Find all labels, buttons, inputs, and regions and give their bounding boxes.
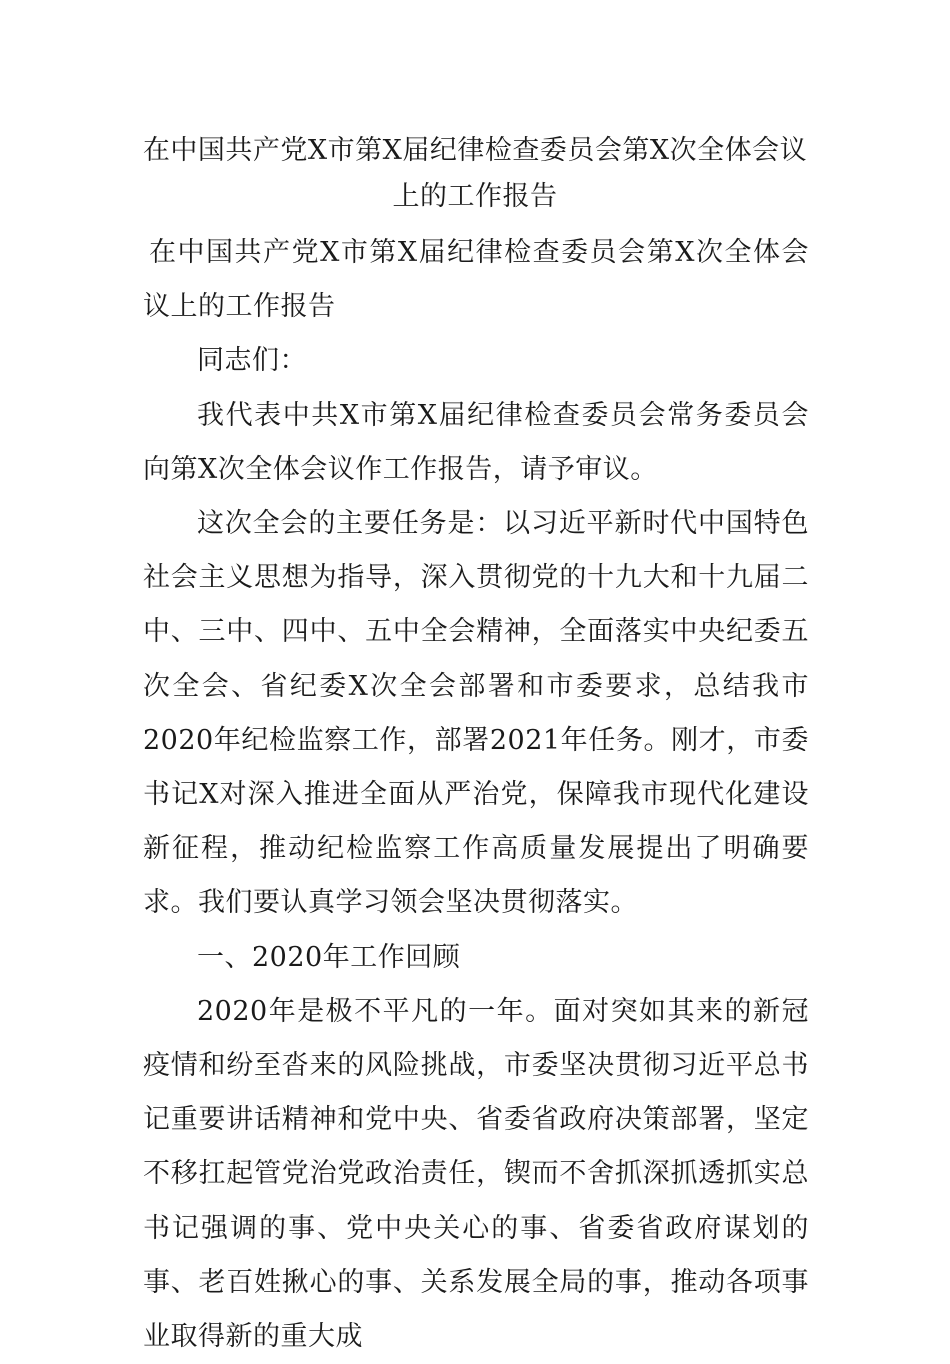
salutation: 同志们： <box>197 345 307 377</box>
document-title: 在中国共产党X市第X届纪律检查委员会第X次全体会议上的工作报告 <box>142 135 808 212</box>
repeated-title: 在中国共产党X市第X届纪律检查委员会第X次全体会议上的工作报告 <box>143 237 809 323</box>
paragraph-main-tasks: 这次全会的主要任务是：以习近平新时代中国特色社会主义思想为指导，深入贯彻党的十九大和十九届二中、三中、四中、五中全会精神，全面落实中央纪委五次全会、省纪委X次全会部署和市委要求，总结我市2020年纪检监察工作，部署2021年任务。刚才，市委书记X对深入推进全面从严治党，保障我市现代化建设新征程，推动纪检监察工作高质量发展提出了明确要求。我们要认真学习领会坚决贯彻落实。 <box>143 508 809 919</box>
paragraph-report-intro: 我代表中共X市第X届纪律检查委员会常务委员会向第X次全体会议作工作报告，请予审议。 <box>143 399 809 485</box>
section-heading: 一、2020年工作回顾 <box>197 941 461 973</box>
paragraph-2020-review: 2020年是极不平凡的一年。面对突如其来的新冠疫情和纷至沓来的风险挑战，市委坚决贯彻习近平总书记重要讲话精神和党中央、省委省政府决策部署，坚定不移扛起管党治党政治责任，锲而不舍抓深抓透抓实总书记强调的事、党中央关心的事、省委省政府谋划的事、老百姓揪心的事、关系发展全局的事，推动各项事业取得新的重大成 <box>143 995 809 1353</box>
document-body <box>143 226 809 1364</box>
